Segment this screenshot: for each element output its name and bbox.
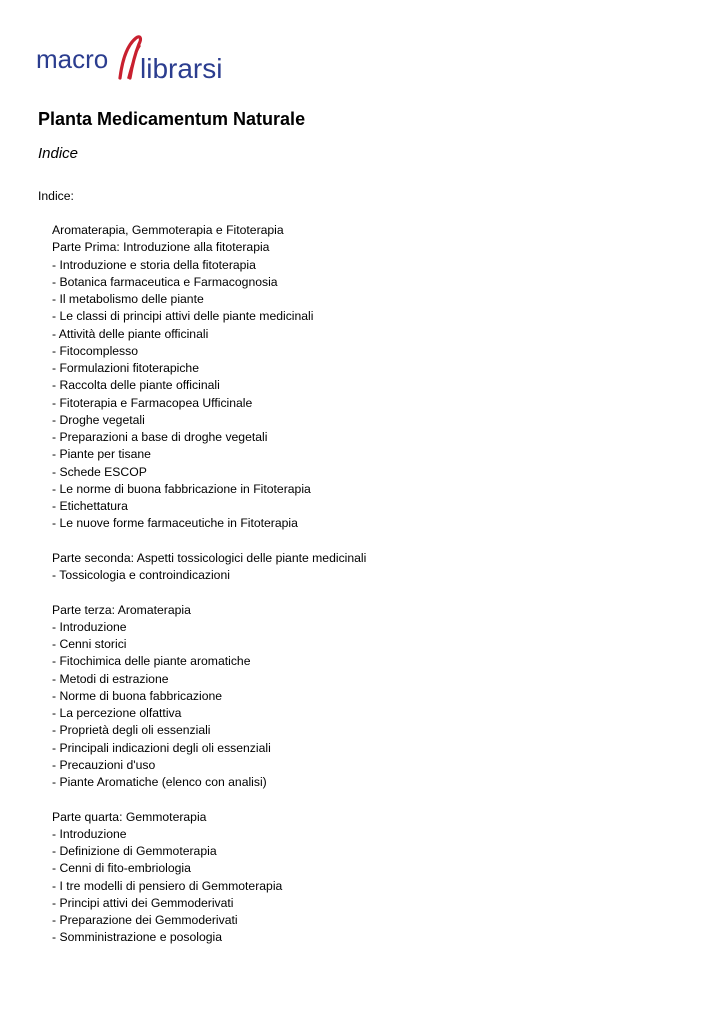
toc-item: - Norme di buona fabbricazione: [52, 688, 223, 703]
toc-item: - Proprietà degli oli essenziali: [52, 723, 211, 738]
toc-item: - I tre modelli di pensiero di Gemmoterapia: [52, 878, 283, 893]
toc-item: - Etichettatura: [52, 499, 128, 513]
toc-item: - Fitocomplesso: [52, 343, 139, 358]
page-subtitle: Indice: [38, 145, 79, 162]
toc-item: - Preparazioni a base di droghe vegetali: [52, 430, 268, 444]
toc-item: - Le nuove forme farmaceutiche in Fitoterapia: [52, 516, 298, 531]
toc-section: [52, 809, 366, 947]
toc-section: [52, 550, 366, 585]
toc-item: - Introduzione: [52, 826, 127, 841]
toc-item: - Droghe vegetali: [52, 412, 145, 427]
intro-label: Indice:: [38, 189, 74, 203]
logo-graphic: [36, 32, 231, 88]
toc-item: - Piante Aromatiche (elenco con analisi): [52, 775, 267, 789]
toc-item: - Le classi di principi attivi delle piante medicinali: [52, 309, 314, 324]
toc-item: - Preparazione dei Gemmoderivati: [52, 913, 238, 927]
toc-section: [52, 222, 366, 533]
toc-section-heading: Parte seconda: Aspetti tossicologici delle piante medicinali: [52, 550, 367, 565]
toc-item: - Schede ESCOP: [52, 464, 147, 479]
toc-item: - Metodi di estrazione: [52, 671, 169, 686]
toc-item: - Fitochimica delle piante aromatiche: [52, 654, 251, 669]
toc-item: - Attività delle piante officinali: [52, 326, 209, 341]
toc-item: - Cenni storici: [52, 637, 127, 651]
macrolibrarsi-logo: [36, 32, 231, 88]
toc-item: - Le norme di buona fabbricazione in Fitoterapia: [52, 481, 311, 496]
toc-section: [52, 602, 366, 792]
toc-section-heading: Parte quarta: Gemmoterapia: [52, 809, 207, 824]
toc-item: - Raccolta delle piante officinali: [52, 378, 220, 393]
table-of-contents: [52, 222, 366, 964]
toc-item: - Fitoterapia e Farmacopea Ufficinale: [52, 395, 253, 410]
toc-item: Parte Prima: Introduzione alla fitoterapia: [52, 240, 270, 255]
page-title: Planta Medicamentum Naturale: [38, 109, 306, 129]
toc-item: - Principali indicazioni degli oli essenziali: [52, 740, 271, 755]
toc-section-heading: Aromaterapia, Gemmoterapia e Fitoterapia: [52, 223, 284, 237]
toc-section-heading: Parte terza: Aromaterapia: [52, 602, 191, 617]
toc-item: - Somministrazione e posologia: [52, 930, 223, 945]
toc-item: - Il metabolismo delle piante: [52, 292, 204, 306]
toc-item: - Introduzione: [52, 619, 127, 634]
toc-item: - Botanica farmaceutica e Farmacognosia: [52, 274, 278, 289]
toc-item: - Definizione di Gemmoterapia: [52, 844, 217, 858]
toc-item: - Piante per tisane: [52, 447, 151, 462]
toc-item: - Formulazioni fitoterapiche: [52, 361, 199, 375]
toc-item: - Introduzione e storia della fitoterapia: [52, 257, 256, 272]
toc-item: - Precauzioni d'uso: [52, 757, 156, 772]
logo-text-librarsi: librarsi: [140, 53, 223, 84]
toc-item: - Principi attivi dei Gemmoderivati: [52, 895, 234, 910]
logo-text-macro: macro: [36, 44, 109, 74]
toc-item: - Cenni di fito-embriologia: [52, 861, 191, 876]
toc-item: - Tossicologia e controindicazioni: [52, 568, 230, 582]
toc-item: - La percezione olfattiva: [52, 706, 182, 720]
